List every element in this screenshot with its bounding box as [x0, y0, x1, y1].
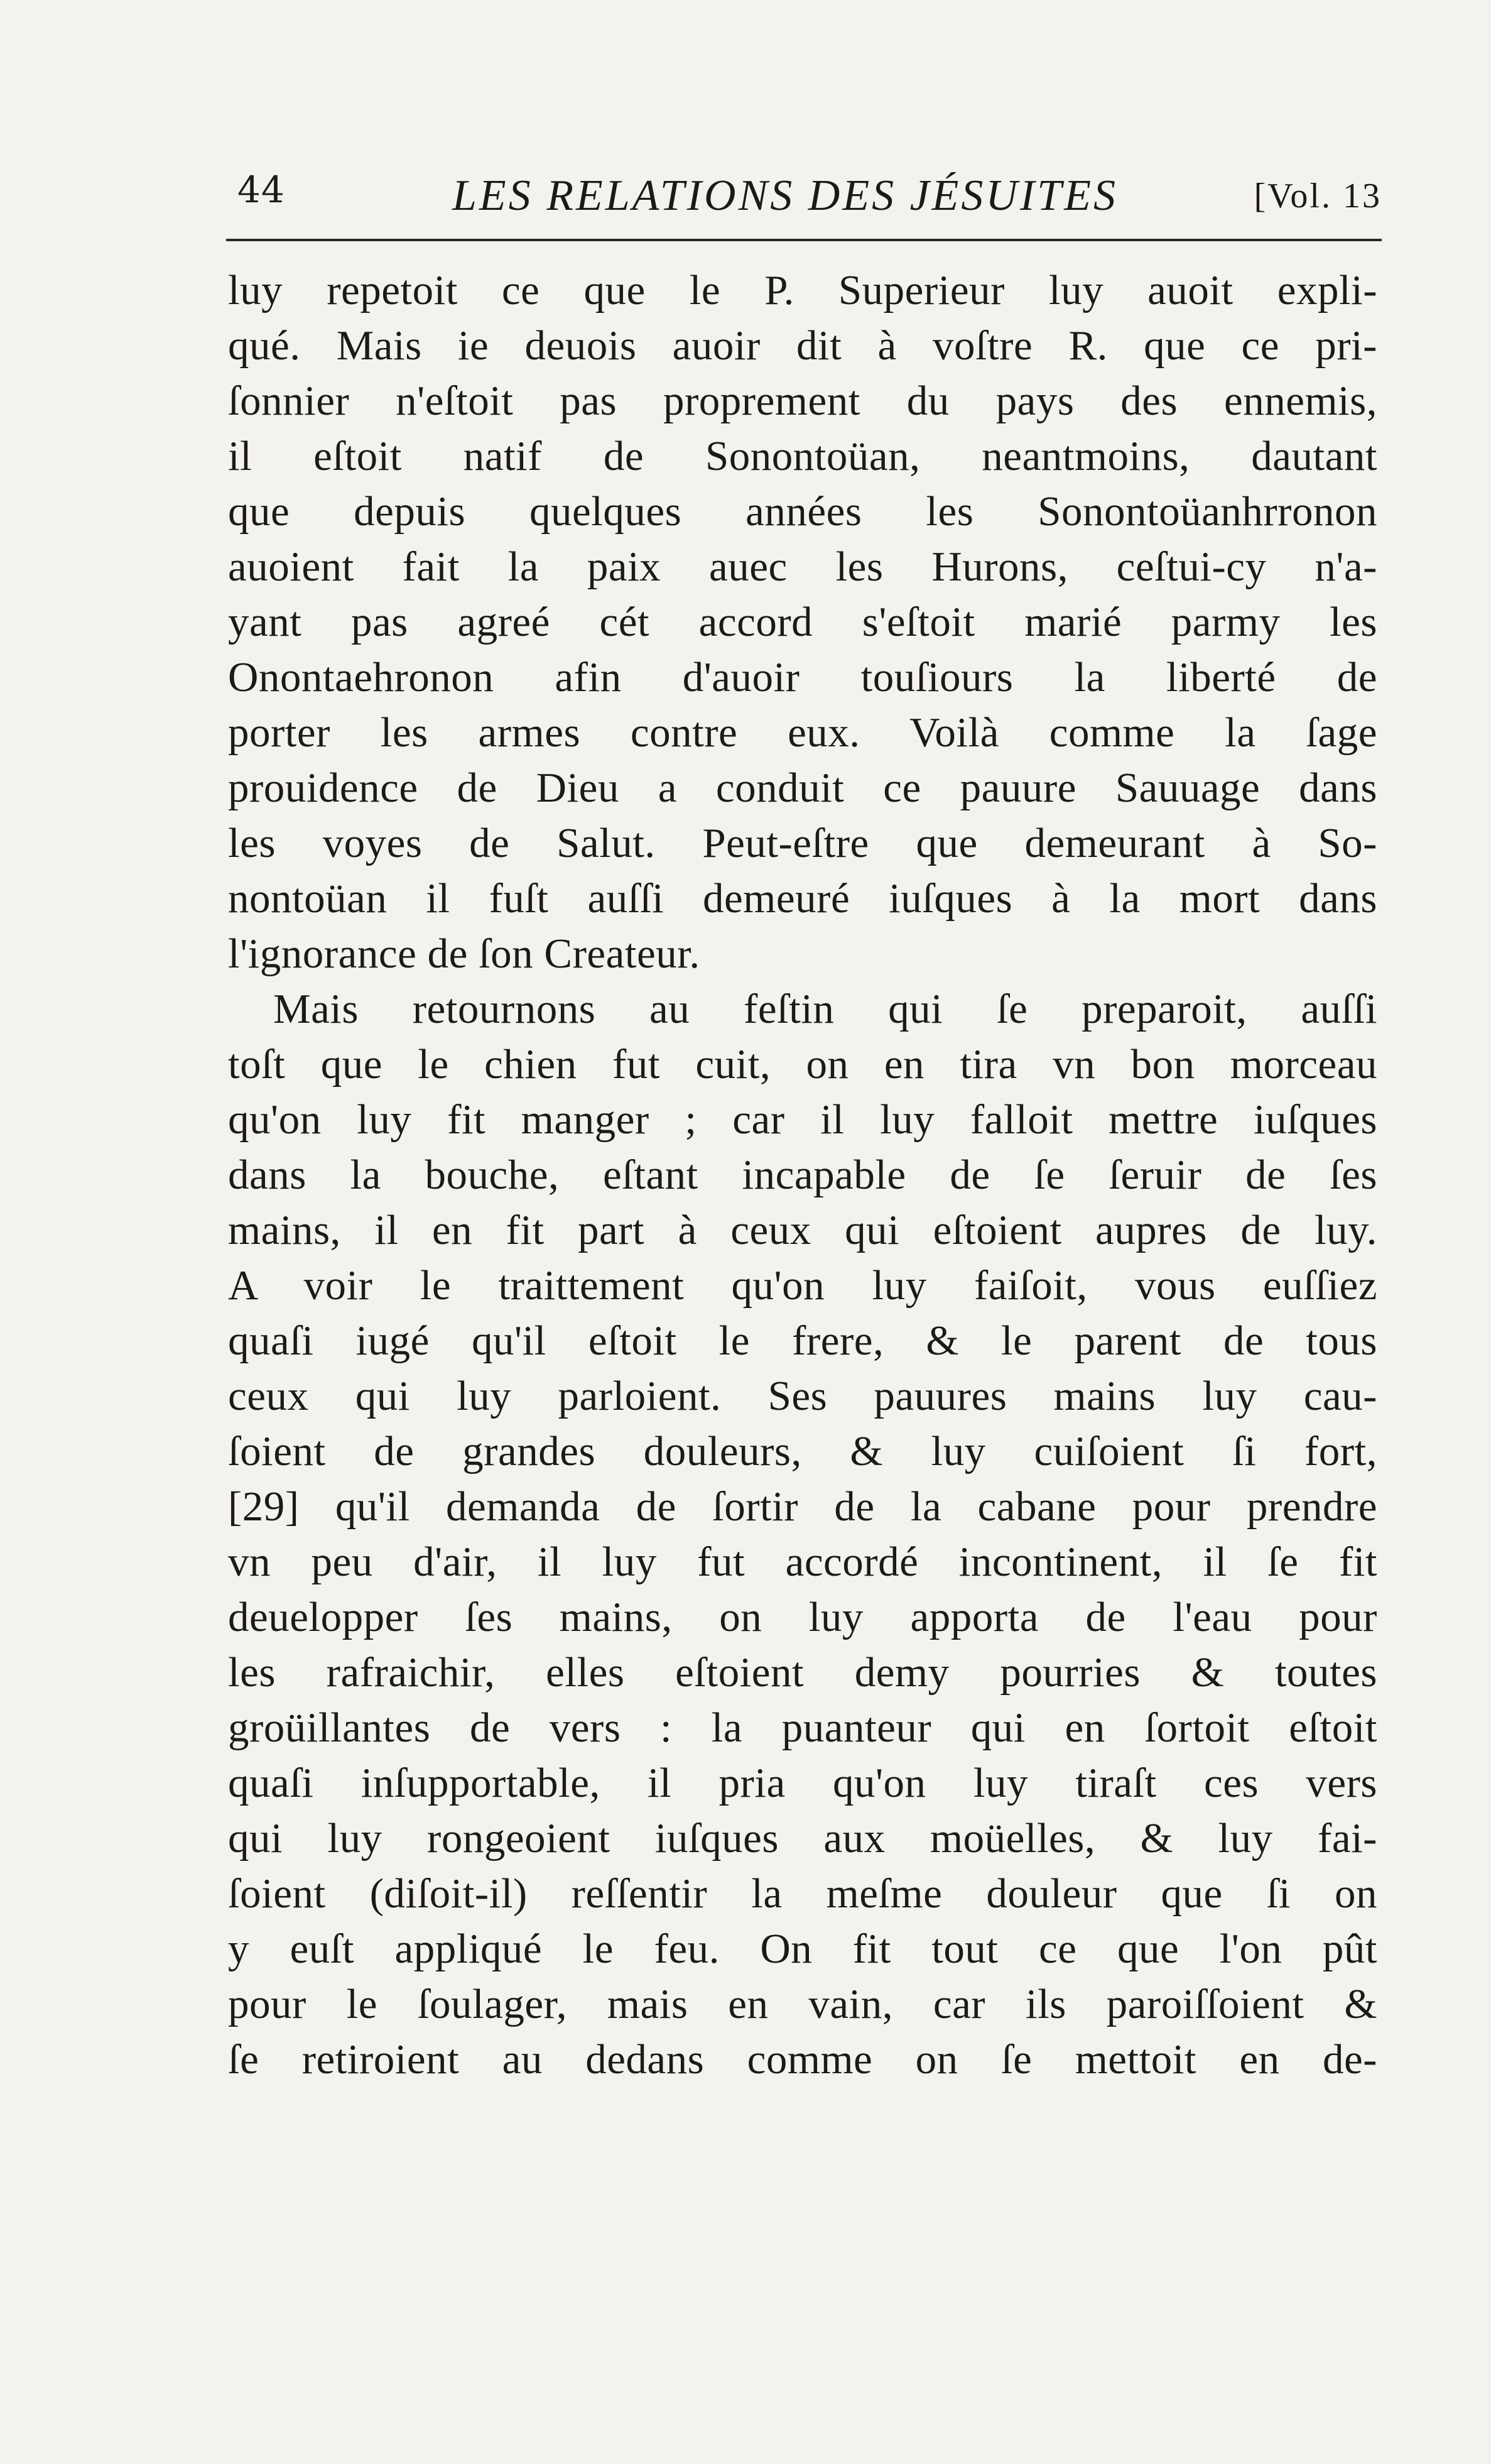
text-line: pour le ſoulager, mais en vain, car ils paroiſſoient &	[228, 1981, 1377, 2027]
text-line: quaſi inſupportable, il pria qu'on luy tiraſt ces vers	[228, 1760, 1377, 1806]
text-line: y euſt appliqué le feu. On fit tout ce que l'on pût	[228, 1926, 1377, 1972]
volume-reference: [Vol. 13	[1254, 177, 1382, 215]
text-line: que depuis quelques années les Sonontoüanhrronon	[228, 488, 1377, 535]
text-line: groüillantes de vers : la puanteur qui en ſortoit eſtoit	[228, 1704, 1377, 1751]
text-line: yant pas agreé cét accord s'eſtoit marié parmy les	[228, 599, 1377, 645]
text-line: ſe retiroient au dedans comme on ſe mettoit en de-	[228, 2036, 1377, 2083]
text-line: Onontaehronon afin d'auoir touſiours la liberté de	[228, 654, 1377, 700]
text-line: vn peu d'air, il luy fut accordé incontinent, il ſe fit	[228, 1539, 1377, 1585]
text-line: toſt que le chien fut cuit, on en tira vn bon morceau	[228, 1041, 1377, 1088]
paragraph-2	[228, 981, 1377, 2087]
text-line: qui luy rongeoient iuſques aux moüelles, & luy fai-	[228, 1815, 1377, 1862]
text-line: Mais retournons au feſtin qui ſe preparoit, auſſi	[273, 986, 1377, 1032]
paragraph-1	[228, 263, 1377, 981]
text-line: porter les armes contre eux. Voilà comme la ſage	[228, 709, 1377, 756]
text-line: [29] qu'il demanda de ſortir de la cabane pour prendre	[228, 1483, 1377, 1530]
text-line: il eſtoit natif de Sonontoüan, neantmoins, dautant	[228, 433, 1377, 479]
page-number: 44	[237, 168, 285, 211]
text-line: l'ignorance de ſon Createur.	[228, 930, 700, 977]
text-line: les voyes de Salut. Peut-eſtre que demeurant à So-	[228, 820, 1377, 866]
text-line: ceux qui luy parloient. Ses pauures mains luy cau-	[228, 1373, 1377, 1419]
text-line: A voir le traittement qu'on luy faiſoit, vous euſſiez	[228, 1262, 1377, 1309]
text-line: les rafraichir, elles eſtoient demy pourries & toutes	[228, 1649, 1377, 1696]
text-line: dans la bouche, eſtant incapable de ſe ſeruir de ſes	[228, 1152, 1377, 1198]
text-line: nontoüan il fuſt auſſi demeuré iuſques à la mort dans	[228, 875, 1377, 922]
text-line: mains, il en fit part à ceux qui eſtoient aupres de luy.	[228, 1207, 1377, 1253]
text-line: ſoient de grandes douleurs, & luy cuiſoient ſi fort,	[228, 1428, 1377, 1475]
running-title: LES RELATIONS DES JÉSUITES	[452, 172, 1118, 220]
text-line: qu'on luy fit manger ; car il luy falloit mettre iuſques	[228, 1096, 1377, 1143]
text-line: luy repetoit ce que le P. Superieur luy auoit expli-	[228, 267, 1377, 313]
text-line: ſoient (diſoit-il) reſſentir la meſme douleur que ſi on	[228, 1870, 1377, 1917]
text-line: qué. Mais ie deuois auoir dit à voſtre R. que ce pri-	[228, 322, 1377, 369]
text-line: prouidence de Dieu a conduit ce pauure Sauuage dans	[228, 765, 1377, 811]
body-text	[228, 263, 1377, 2087]
text-line: ſonnier n'eſtoit pas proprement du pays des ennemis,	[228, 378, 1377, 424]
text-line: deuelopper ſes mains, on luy apporta de l'eau pour	[228, 1594, 1377, 1640]
text-line: quaſi iugé qu'il eſtoit le frere, & le parent de tous	[228, 1317, 1377, 1364]
text-line: auoient fait la paix auec les Hurons, ceſtui-cy n'a-	[228, 543, 1377, 590]
page-header	[226, 163, 1382, 241]
